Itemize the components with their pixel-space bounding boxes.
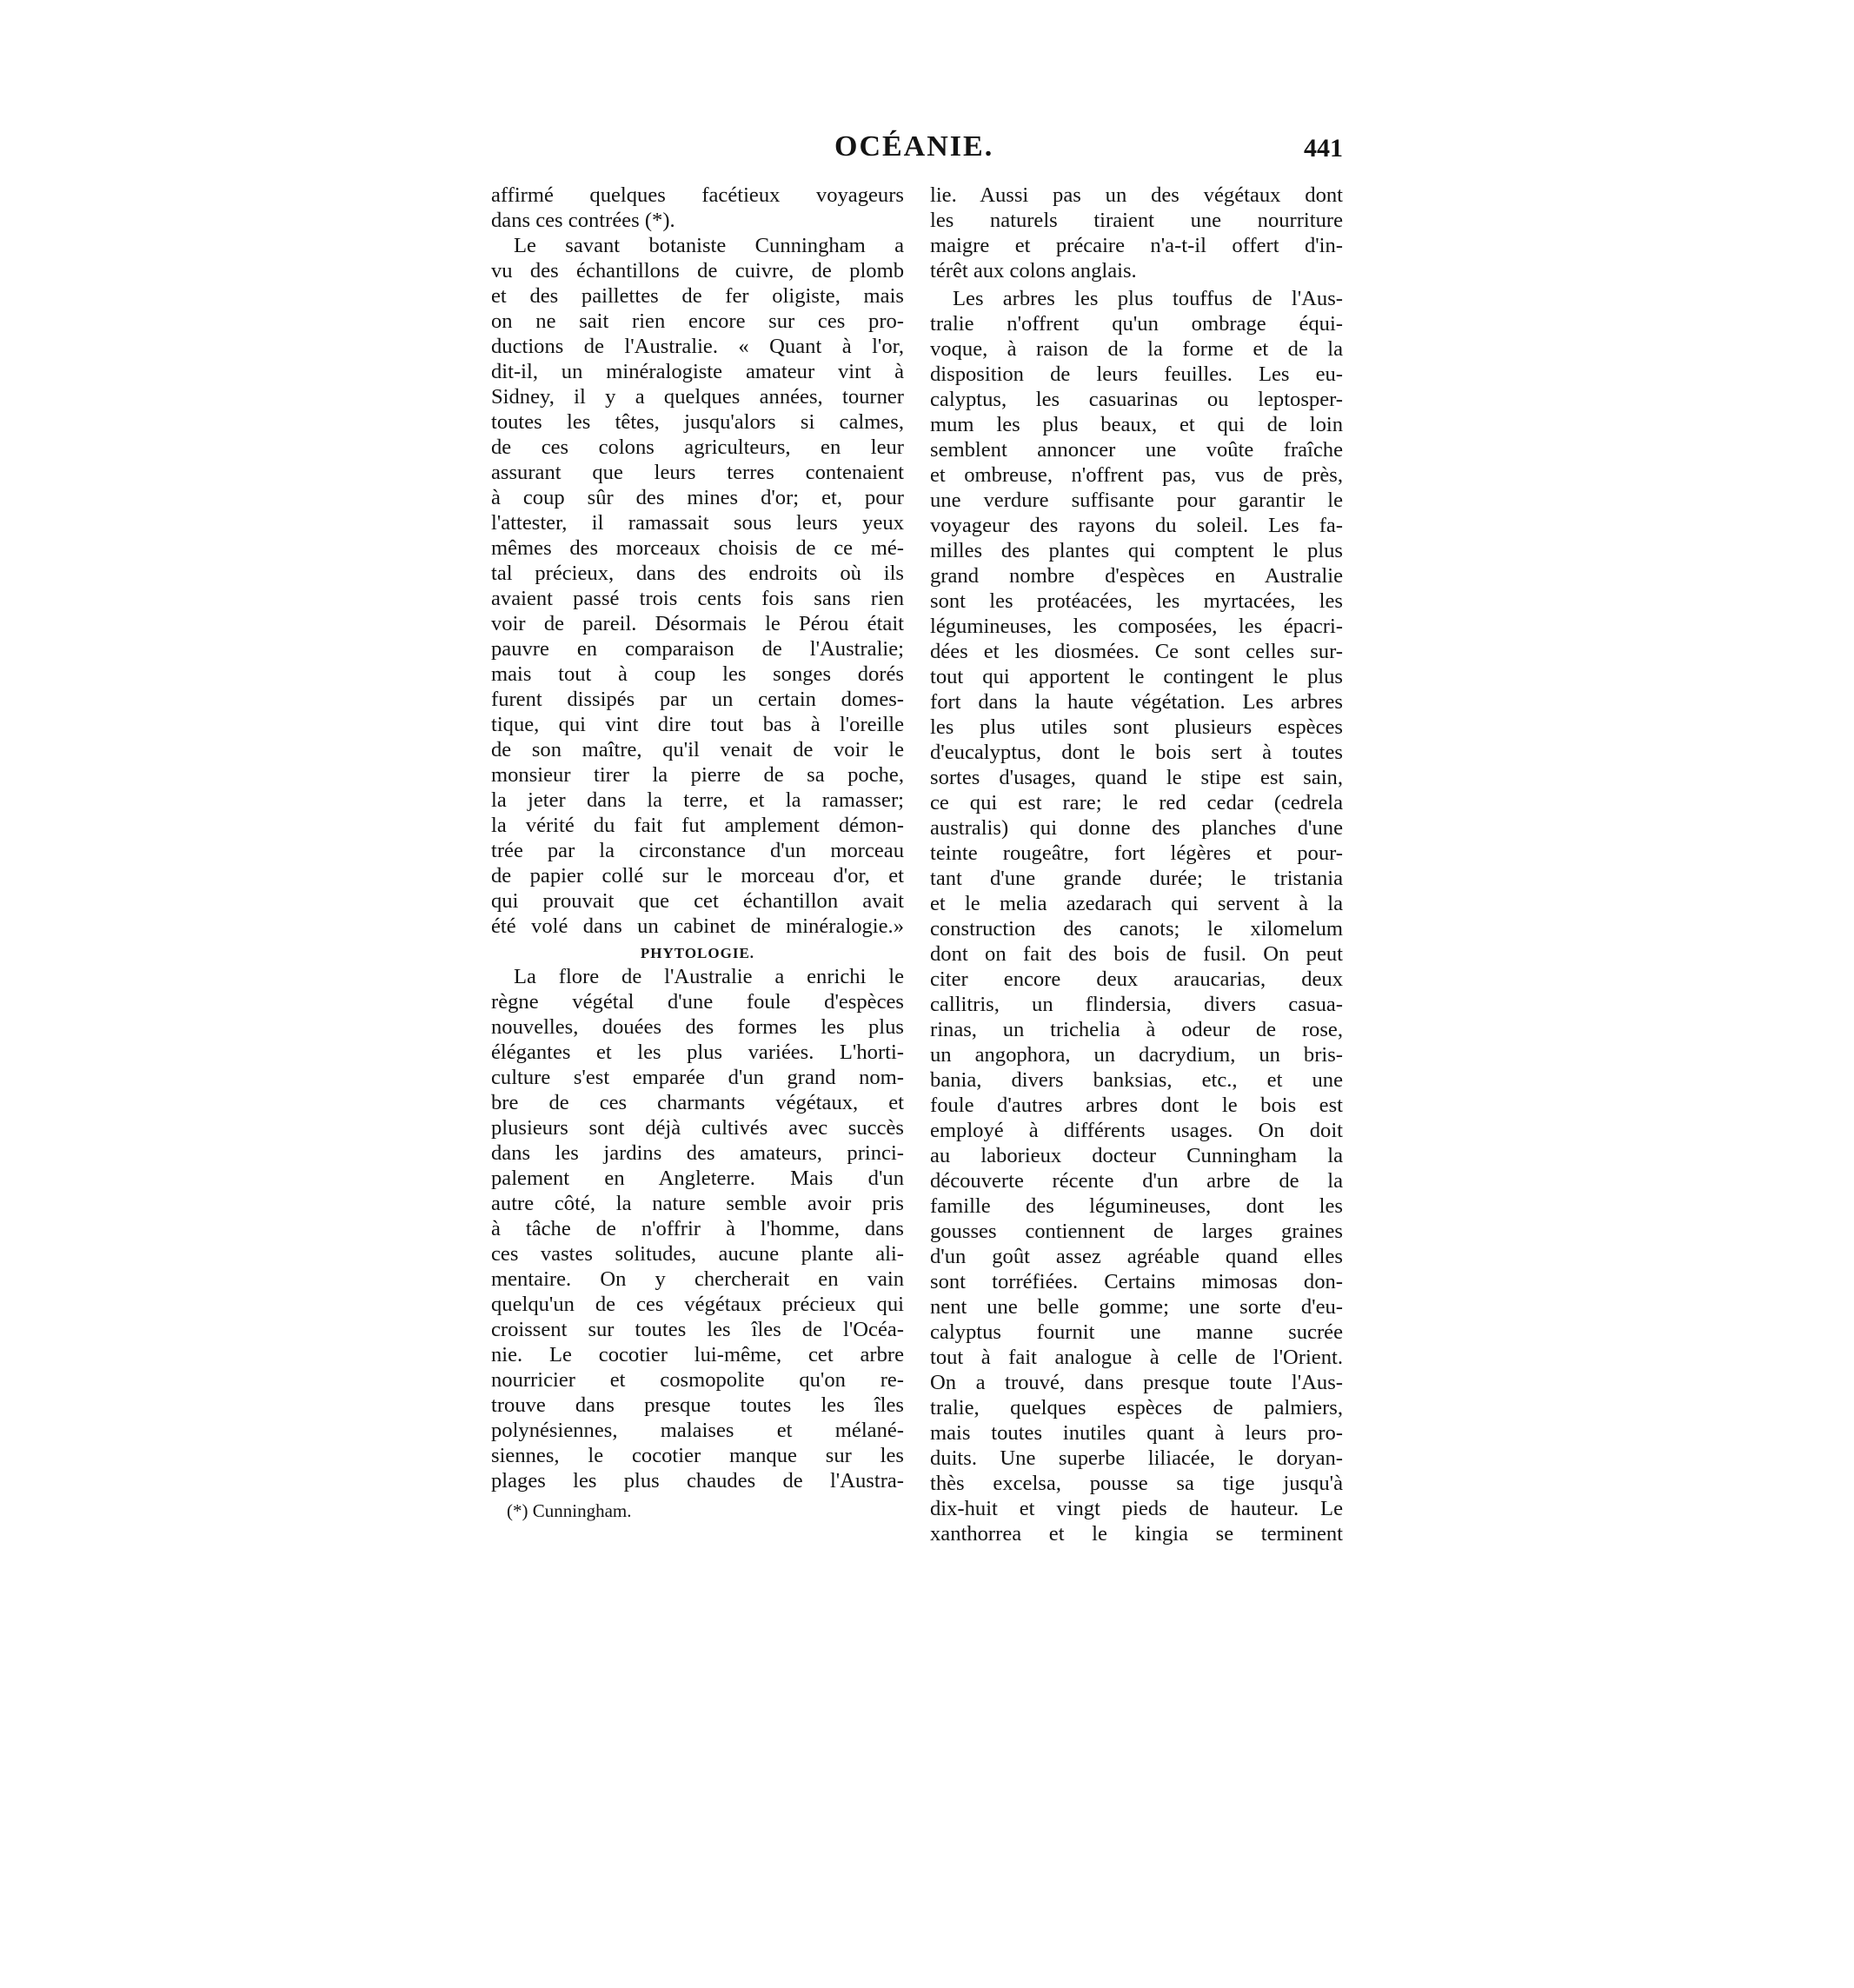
text-line: dans les jardins des amateurs, princi- — [491, 1141, 904, 1165]
text-line: les plus utiles sont plusieurs espèces — [930, 715, 1343, 739]
text-line: voir de pareil. Désormais le Pérou était — [491, 612, 904, 635]
text-line: mêmes des morceaux choisis de ce mé- — [491, 536, 904, 560]
text-line: à tâche de n'offrir à l'homme, dans — [491, 1217, 904, 1240]
text-line: tout à fait analogue à celle de l'Orient. — [930, 1346, 1343, 1369]
text-line: avaient passé trois cents fois sans rien — [491, 587, 904, 610]
text-line: ce qui est rare; le red cedar (cedrela — [930, 791, 1343, 814]
text-line: d'un goût assez agréable quand elles — [930, 1245, 1343, 1268]
text-line: règne végétal d'une foule d'espèces — [491, 990, 904, 1014]
text-line: assurant que leurs terres contenaient — [491, 461, 904, 484]
left-column — [491, 183, 904, 1524]
text-line: ductions de l'Australie. « Quant à l'or, — [491, 335, 904, 358]
text-line: teinte rougeâtre, fort légères et pour- — [930, 841, 1343, 865]
text-line: lie. Aussi pas un des végétaux dont — [930, 183, 1343, 207]
text-line: sont les protéacées, les myrtacées, les — [930, 589, 1343, 613]
text-line: mentaire. On y chercherait en vain — [491, 1267, 904, 1291]
text-line: citer encore deux araucarias, deux — [930, 967, 1343, 991]
section-heading: PHYTOLOGIE. — [640, 945, 755, 961]
text-line: plusieurs sont déjà cultivés avec succès — [491, 1116, 904, 1140]
text-line: tout qui apportent le contingent le plus — [930, 665, 1343, 688]
text-line: gousses contiennent de larges graines — [930, 1220, 1343, 1243]
text-line: australis) qui donne des planches d'une — [930, 816, 1343, 840]
text-line: on ne sait rien encore sur ces pro- — [491, 309, 904, 333]
text-line: La flore de l'Australie a enrichi le — [514, 965, 904, 988]
text-line: siennes, le cocotier manque sur les — [491, 1444, 904, 1467]
text-line: et ombreuse, n'offrent pas, vus de près, — [930, 463, 1343, 487]
text-line: construction des canots; le xilomelum — [930, 917, 1343, 941]
text-line: légumineuses, les composées, les épacri- — [930, 615, 1343, 638]
page-number: 441 — [1304, 134, 1343, 163]
text-line: thès excelsa, pousse sa tige jusqu'à — [930, 1472, 1343, 1495]
text-line: famille des légumineuses, dont les — [930, 1194, 1343, 1218]
text-line: dix-huit et vingt pieds de hauteur. Le — [930, 1497, 1343, 1520]
text-line: voyageur des rayons du soleil. Les fa- — [930, 514, 1343, 537]
text-line: dées et les diosmées. Ce sont celles sur- — [930, 640, 1343, 663]
text-line: monsieur tirer la pierre de sa poche, — [491, 763, 904, 787]
text-line: toutes les têtes, jusqu'alors si calmes, — [491, 410, 904, 434]
text-line: qui prouvait que cet échantillon avait — [491, 889, 904, 913]
text-line: quelqu'un de ces végétaux précieux qui — [491, 1293, 904, 1316]
text-line: tique, qui vint dire tout bas à l'oreille — [491, 713, 904, 736]
text-line: de ces colons agriculteurs, en leur — [491, 435, 904, 459]
text-line: sont torréfiées. Certains mimosas don- — [930, 1270, 1343, 1293]
text-line: duits. Une superbe liliacée, le doryan- — [930, 1446, 1343, 1470]
text-line: tralie n'offrent qu'un ombrage équi- — [930, 312, 1343, 336]
text-line: térêt aux colons anglais. — [930, 259, 1137, 283]
text-line: culture s'est emparée d'un grand nom- — [491, 1066, 904, 1089]
text-line: mais toutes inutiles quant à leurs pro- — [930, 1421, 1343, 1445]
text-line: callitris, un flindersia, divers casua- — [930, 993, 1343, 1016]
text-line: furent dissipés par un certain domes- — [491, 688, 904, 711]
text-line: fort dans la haute végétation. Les arbres — [930, 690, 1343, 714]
text-line: Les arbres les plus touffus de l'Aus- — [953, 287, 1343, 310]
text-line: voque, à raison de la forme et de la — [930, 337, 1343, 361]
text-line: employé à différents usages. On doit — [930, 1119, 1343, 1142]
text-line: de papier collé sur le morceau d'or, et — [491, 864, 904, 888]
page-header — [491, 130, 1343, 169]
text-line: tralie, quelques espèces de palmiers, — [930, 1396, 1343, 1420]
footnote: (*) Cunningham. — [507, 1500, 632, 1521]
text-line: calyptus fournit une manne sucrée — [930, 1320, 1343, 1344]
text-line: d'eucalyptus, dont le bois sert à toutes — [930, 741, 1343, 764]
text-line: foule d'autres arbres dont le bois est — [930, 1094, 1343, 1117]
text-line: polynésiennes, malaises et mélané- — [491, 1419, 904, 1442]
text-line: une verdure suffisante pour garantir le — [930, 489, 1343, 512]
text-line: Le savant botaniste Cunningham a — [514, 234, 904, 257]
text-line: été volé dans un cabinet de minéralogie.» — [491, 914, 904, 938]
text-line: vu des échantillons de cuivre, de plomb — [491, 259, 904, 283]
text-line: au laborieux docteur Cunningham la — [930, 1144, 1343, 1167]
text-line: ces vastes solitudes, aucune plante ali- — [491, 1242, 904, 1266]
text-line: nie. Le cocotier lui-même, cet arbre — [491, 1343, 904, 1366]
text-line: découverte récente d'un arbre de la — [930, 1169, 1343, 1193]
text-line: calyptus, les casuarinas ou leptosper- — [930, 388, 1343, 411]
text-line: nourricier et cosmopolite qu'on re- — [491, 1368, 904, 1392]
text-line: mum les plus beaux, et qui de loin — [930, 413, 1343, 436]
text-line: et des paillettes de fer oligiste, mais — [491, 284, 904, 308]
text-line: On a trouvé, dans presque toute l'Aus- — [930, 1371, 1343, 1394]
text-line: tant d'une grande durée; le tristania — [930, 867, 1343, 890]
text-line: disposition de leurs feuilles. Les eu- — [930, 362, 1343, 386]
text-line: milles des plantes qui comptent le plus — [930, 539, 1343, 562]
text-line: tal précieux, dans des endroits où ils — [491, 562, 904, 585]
right-column — [930, 183, 1343, 1546]
text-line: la vérité du fait fut amplement démon- — [491, 814, 904, 837]
text-line: pauvre en comparaison de l'Australie; — [491, 637, 904, 661]
text-line: mais tout à coup les songes dorés — [491, 662, 904, 686]
text-line: dont on fait des bois de fusil. On peut — [930, 942, 1343, 966]
text-line: plages les plus chaudes de l'Austra- — [491, 1469, 904, 1493]
text-line: autre côté, la nature semble avoir pris — [491, 1192, 904, 1215]
text-line: un angophora, un dacrydium, un bris- — [930, 1043, 1343, 1067]
text-line: l'attester, il ramassait sous leurs yeux — [491, 511, 904, 535]
text-line: dans ces contrées (*). — [491, 209, 675, 232]
text-line: bre de ces charmants végétaux, et — [491, 1091, 904, 1114]
text-line: maigre et précaire n'a-t-il offert d'in- — [930, 234, 1343, 257]
text-line: xanthorrea et le kingia se terminent — [930, 1522, 1343, 1546]
text-line: rinas, un trichelia à odeur de rose, — [930, 1018, 1343, 1041]
text-line: Sidney, il y a quelques années, tourner — [491, 385, 904, 409]
text-line: nent une belle gomme; une sorte d'eu- — [930, 1295, 1343, 1319]
text-line: dit-il, un minéralogiste amateur vint à — [491, 360, 904, 383]
text-line: bania, divers banksias, etc., et une — [930, 1068, 1343, 1092]
running-title: OCÉANIE. — [834, 130, 994, 163]
text-line: de son maître, qu'il venait de voir le — [491, 738, 904, 761]
text-line: nouvelles, douées des formes les plus — [491, 1015, 904, 1039]
text-line: les naturels tiraient une nourriture — [930, 209, 1343, 232]
text-line: affirmé quelques facétieux voyageurs — [491, 183, 904, 207]
text-line: semblent annoncer une voûte fraîche — [930, 438, 1343, 462]
text-line: sortes d'usages, quand le stipe est sain, — [930, 766, 1343, 789]
text-line: à coup sûr des mines d'or; et, pour — [491, 486, 904, 509]
text-line: élégantes et les plus variées. L'horti- — [491, 1041, 904, 1064]
text-line: trouve dans presque toutes les îles — [491, 1393, 904, 1417]
text-line: grand nombre d'espèces en Australie — [930, 564, 1343, 588]
text-line: et le melia azedarach qui servent à la — [930, 892, 1343, 915]
text-line: croissent sur toutes les îles de l'Océa- — [491, 1318, 904, 1341]
text-line: palement en Angleterre. Mais d'un — [491, 1167, 904, 1190]
text-line: trée par la circonstance d'un morceau — [491, 839, 904, 862]
text-line: la jeter dans la terre, et la ramasser; — [491, 788, 904, 812]
